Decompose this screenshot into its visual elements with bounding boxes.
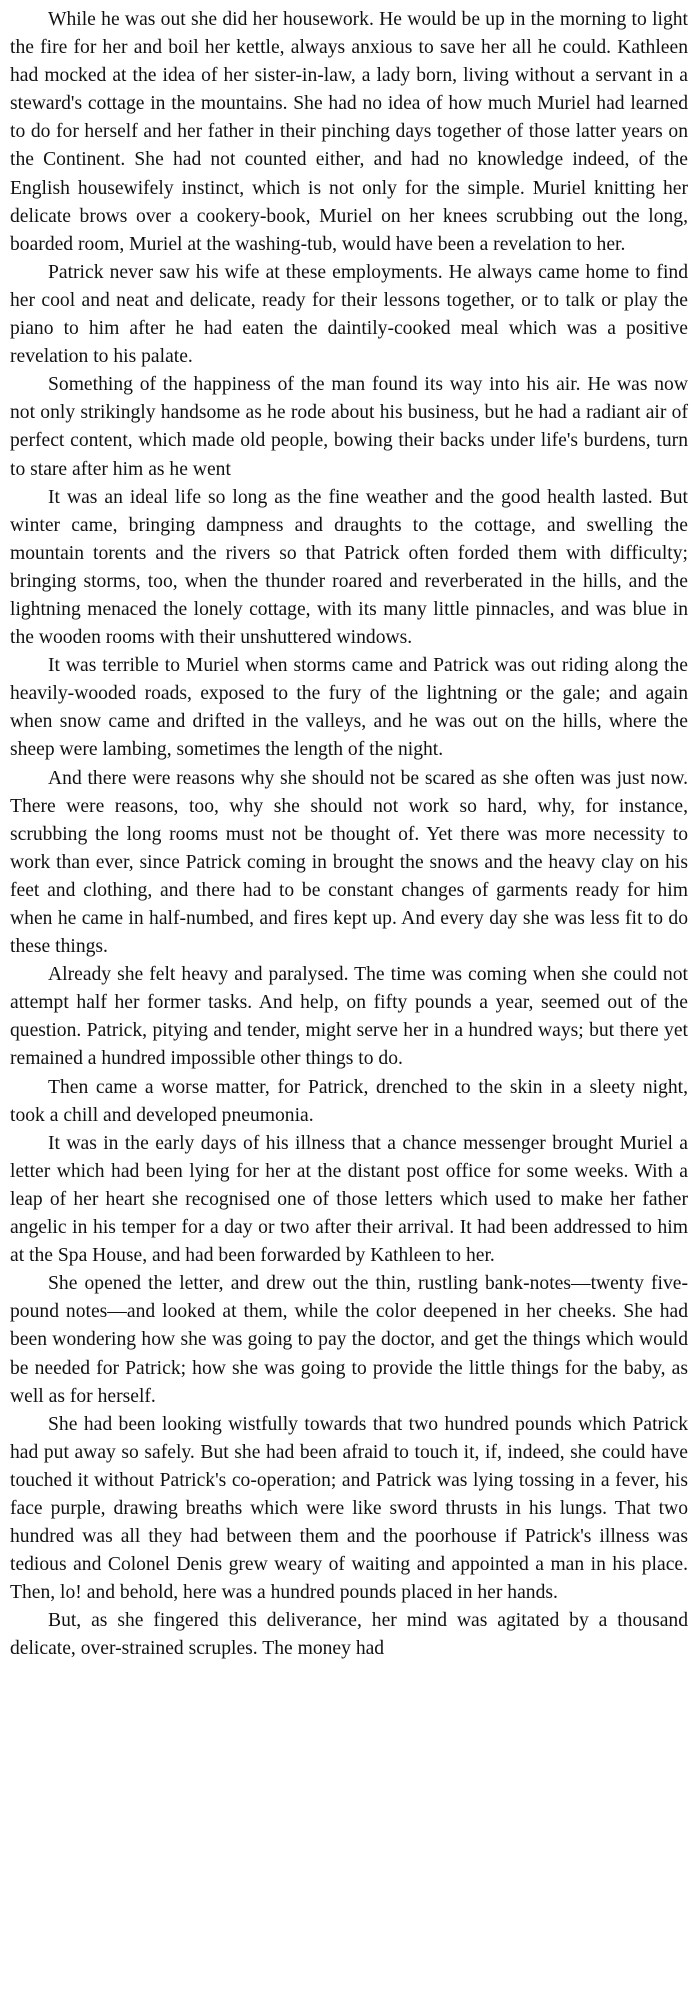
paragraph-ideal-life: It was an ideal life so long as the fine weather and the good health lasted. But winter came, bringing dampness and draughts to the cottage, and swelling the mountain torents and the rivers so that Patrick often forded them with difficulty; bringing storms, too, when the thunder roared and reverberated in the hills, and the lightning menaced the lonely cottage, with its many little pinnacles, and was blue in the wooden rooms with their unshuttered windows.: [10, 486, 688, 649]
paragraph-pneumonia: Then came a worse matter, for Patrick, drenched to the skin in a sleety night, took a chill and developed pneumonia.: [10, 1076, 688, 1126]
paragraph-bank-notes: She opened the letter, and drew out the thin, rustling bank-notes—twenty five-pound notes—and looked at them, while the color deepened in her cheeks. She had been wondering how she was going to pay the doctor, and get the things which would be needed for Patrick; how she was going to provide the little things for the baby, as well as for herself.: [10, 1273, 688, 1407]
paragraph-letter-arrives: It was in the early days of his illness that a chance messenger brought Muriel a letter which had been lying for her at the distant post office for some weeks. With a leap of her heart she recognised one of those letters which used to make her father angelic in his temper for a day or two after their arrival. It had been addressed to him at the Spa House, and had been forwarded by Kathleen to her.: [10, 1132, 688, 1267]
paragraph-two-hundred-pounds: She had been looking wistfully towards that two hundred pounds which Patrick had put away so safely. But she had been afraid to touch it, if, indeed, she could have touched it without Patrick's co-operation; and Patrick was lying tossing in a fever, his face purple, drawing breaths which were like sword thrusts in his lungs. That two hundred was all they had between them and the poorhouse if Patrick's illness was tedious and Colonel Denis grew weary of waiting and appointed a man in his place. Then, lo! and behold, here was a hundred pounds placed in her hands.: [10, 1413, 688, 1604]
paragraph-patrick-never-saw: Patrick never saw his wife at these employments. He always came home to find her cool and neat and delicate, ready for their lessons together, or to talk or play the piano to him after he had eaten the daintily-cooked meal which was a positive revelation to his palate.: [10, 261, 688, 368]
paragraph-happiness: Something of the happiness of the man found its way into his air. He was now not only strikingly handsome as he rode about his business, but he had a radiant air of perfect content, which made old people, bowing their backs under life's burdens, turn to stare after him as he went: [10, 374, 688, 480]
paragraph-housework: While he was out she did her housework. He would be up in the morning to light the fire for her and boil her kettle, always anxious to save her all he could. Kathleen had mocked at the idea of her sister-in-law, a lady born, living without a servant in a steward's cottage in the mountains. She had no idea of how much Muriel had learned to do for herself and her father in their pinching days together of those latter years on the Continent. She had not counted either, and had no knowledge indeed, of the English housewifely instinct, which is not only for the simple. Muriel knitting her delicate brows over a cookery-book, Muriel on her knees scrubbing out the long, boarded room, Muriel at the washing-tub, would have been a revelation to her.: [10, 9, 688, 255]
paragraph-storms: It was terrible to Muriel when storms came and Patrick was out riding along the heavily-wooded roads, exposed to the fury of the lightning or the gale; and again when snow came and drifted in the valleys, and he was out on the hills, where the sheep were lambing, sometimes the length of the night.: [10, 655, 688, 761]
paragraph-reasons: And there were reasons why she should not be scared as she often was just now. There were reasons, too, why she should not work so hard, why, for instance, scrubbing the long rooms must not be thought of. Yet there was more necessity to work than ever, since Patrick coming in brought the snows and the heavy clay on his feet and clothing, and there had to be constant changes of garments ready for him when he came in half-numbed, and fires kept up. And every day she was less fit to do these things.: [10, 767, 688, 958]
paragraph-heavy-paralysed: Already she felt heavy and paralysed. The time was coming when she could not attempt half her former tasks. And help, on fifty pounds a year, seemed out of the question. Patrick, pitying and tender, might serve her in a hundred ways; but there yet remained a hundred impossible other things to do.: [10, 964, 688, 1070]
paragraph-scruples: But, as she fingered this deliverance, her mind was agitated by a thousand delicate, over-strained scruples. The money had: [10, 1610, 688, 1660]
